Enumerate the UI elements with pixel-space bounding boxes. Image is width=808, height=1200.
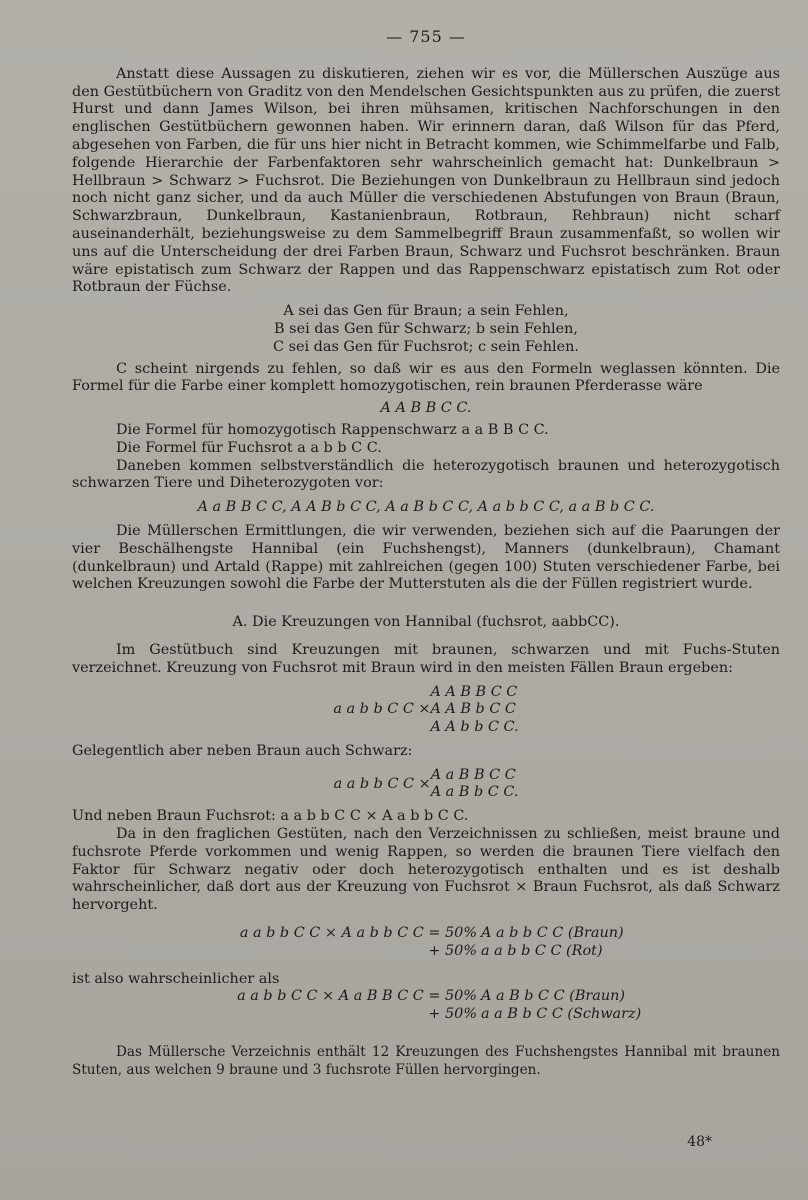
equation1-row1: a a b b C C × A a b b C C = 50% A a b b C C (Braun) (239, 925, 624, 942)
cross-black-right: A a B B C C A a B b C C. (430, 766, 519, 801)
equation1-row2: + 50% a a b b C C (Rot) (428, 942, 603, 959)
page-number: — 755 — (386, 27, 466, 46)
paragraph-brown-red: Und neben Braun Fuchsrot: a a b b C C × A a b b C C. (72, 808, 469, 825)
paragraph-hannibal-summary: Das Müllersche Verzeichnis enthält 12 Kreuzungen des Fuchshengstes Hannibal mit braunen Stuten, aus welchen 9 braune und 3 fuchsrote Füllen hervorgingen. (72, 1044, 780, 1078)
cross-black-left: a a b b C C × (333, 775, 431, 792)
gene-a-definition: A sei das Gen für Braun; a sein Fehlen, (283, 303, 569, 320)
formula-black-line: Die Formel für homozygotisch Rappenschwarz a a B B C C. (116, 421, 549, 438)
section-heading: A. Die Kreuzungen von Hannibal (fuchsrot, aabbCC). (232, 614, 620, 631)
paragraph-heterozygotes: Daneben kommen selbstverständlich die heterozygotisch braunen und heterozygotisch schwarzen Tiere und Diheterozygoten vor: (72, 457, 780, 492)
paragraph-mueller-data: Die Müllerschen Ermittlungen, die wir verwenden, beziehen sich auf die Paarungen der vier Beschälhengste Hannibal (ein Fuchshengst), Manners (dunkelbraun), Chamant (dunkelbraun) und Artald (Rappe) mit zahlreichen (gegen 100) Stuten verschiedener Farbe, bei welchen Kreuzungen sowohl die Farbe der Mutterstuten als die der Füllen registriert wurde. (72, 522, 780, 593)
gene-c-definition: C sei das Gen für Fuchsrot; c sein Fehlen. (273, 338, 579, 355)
cross-brown-left: a a b b C C × (333, 701, 431, 718)
paragraph-intro: Anstatt diese Aussagen zu diskutieren, ziehen wir es vor, die Müllerschen Auszüge aus den Gestütbüchern von Graditz von den Mendelschen Gesichtspunkten aus zu prüfen, die zuerst Hurst und dann James Wilson, bei ihren mühsamen, kritischen Nachforschungen in den englischen Gestütbüchern gewonnen haben. Wir erinnern daran, daß Wilson für das Pferd, abgesehen von Farben, die für uns hier nicht in Betracht kommen, wie Schimmelfarbe und Falb, folgende Hierarchie der Farbenfaktoren sehr wahrscheinlich gemacht hat: Dunkelbraun > Hellbraun > Schwarz > Fuchsrot. Die Beziehungen von Dunkelbraun zu Hellbraun sind jedoch noch nicht ganz sicher, und da auch Müller die verschiedenen Abstufungen von Braun (Braun, Schwarzbraun, Dunkelbraun, Kastanienbraun, Rotbraun, Rehbraun) nicht scharf auseinanderhält, beziehungsweise zu dem Sammelbegriff Braun zusammenfaßt, so wollen wir uns auf die Unterscheidung der drei Farben Braun, Schwarz und Fuchsrot beschränken. Braun wäre epistatisch zum Schwarz der Rappen und das Rappenschwarz epistatisch zum Rot oder Rotbraun der Füchse. (72, 65, 780, 296)
paragraph-probability: Da in den fraglichen Gestüten, nach den Verzeichnissen zu schließen, meist braune und fuchsrote Pferde vorkommen und wenig Rappen, so werden die braunen Tiere vielfach den Faktor für Schwarz negativ oder doch heterozygotisch enthalten und es ist deshalb wahrscheinlicher, daß dort aus der Kreuzung von Fuchsrot × Braun Fuchsrot, als daß Schwarz hervorgeht. (72, 826, 780, 914)
paragraph-more-likely: ist also wahrscheinlicher als (72, 970, 280, 987)
formula-red-line: Die Formel für Fuchsrot a a b b C C. (116, 439, 382, 456)
cross-black (72, 767, 780, 803)
equation2-row2: + 50% a a B b C C (Schwarz) (428, 1006, 642, 1023)
formula-brown: A A B B C C. (380, 400, 472, 417)
gene-definitions (72, 303, 780, 356)
gene-b-definition: B sei das Gen für Schwarz; b sein Fehlen, (274, 320, 578, 337)
paragraph-formula-intro: C scheint nirgends zu fehlen, so daß wir es aus den Formeln weglassen könnten. Die Formel für die Farbe einer komplett homozygotischen, rein braunen Pferderasse wäre (72, 360, 780, 395)
paragraph-occasional-black: Gelegentlich aber neben Braun auch Schwarz: (72, 742, 413, 759)
cross-brown-right: A A B B C C A A B b C C A A b b C C. (430, 683, 519, 736)
signature-mark: 48* (687, 1134, 712, 1151)
cross-brown (72, 684, 780, 737)
paragraph-studbook: Im Gestütbuch sind Kreuzungen mit braunen, schwarzen und mit Fuchs-Stuten verzeichnet. Kreuzung von Fuchsrot mit Braun wird in den meisten Fällen Braun ergeben: (72, 641, 780, 676)
equation2-row1: a a b b C C × A a B B C C = 50% A a B b C C (Braun) (237, 988, 626, 1005)
formula-heterozygotes: A a B B C C, A A B b C C, A a B b C C, A a b b C C, a a B b C C. (197, 499, 655, 516)
